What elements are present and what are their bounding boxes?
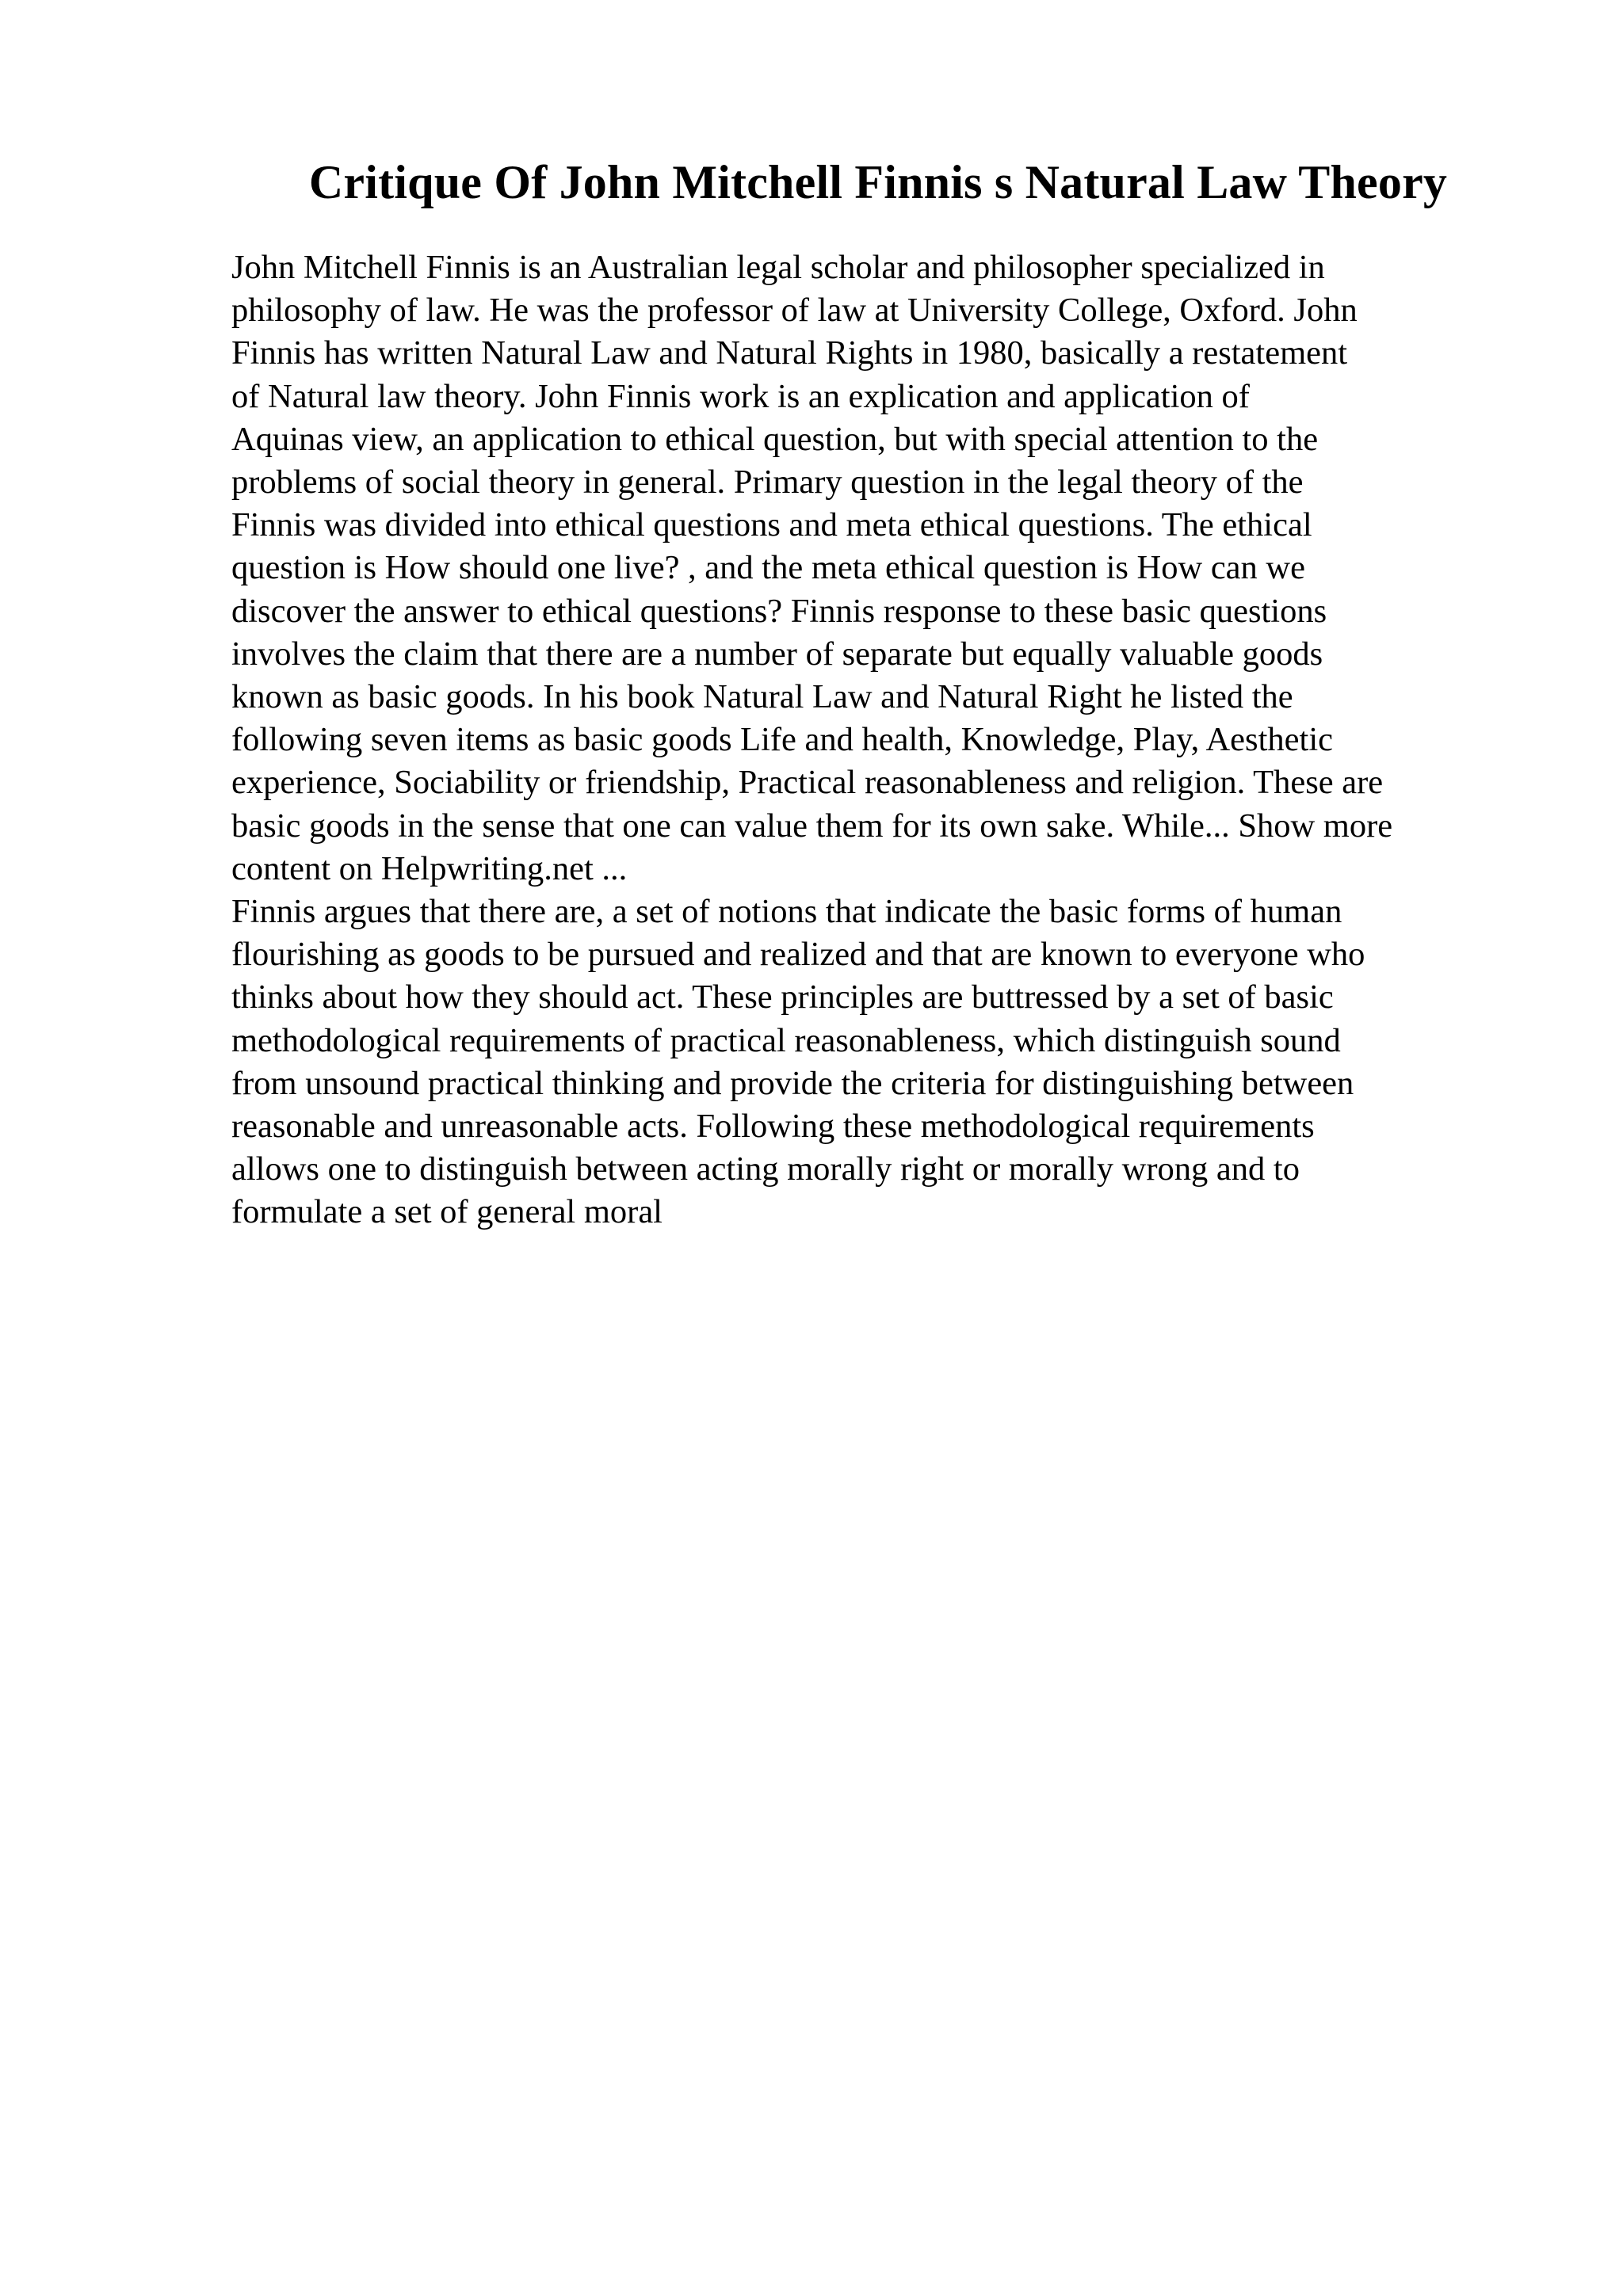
text-line: philosophy of law. He was the professor of law at University College, Oxford. John	[231, 292, 1358, 330]
text-line: methodological requirements of practical reasonableness, which distinguish sound	[231, 1021, 1341, 1059]
text-line: involves the claim that there are a number of separate but equally valuable goods	[231, 635, 1323, 673]
text-line: reasonable and unreasonable acts. Following these methodological requirements	[231, 1108, 1315, 1146]
text-line: formulate a set of general moral	[231, 1193, 663, 1231]
text-line: flourishing as goods to be pursued and realized and that are known to everyone who	[231, 936, 1365, 974]
text-line: following seven items as basic goods Life and health, Knowledge, Play, Aesthetic	[231, 721, 1333, 759]
text-line: thinks about how they should act. These principles are buttressed by a set of basic	[231, 978, 1334, 1016]
text-line: Finnis was divided into ethical questions and meta ethical questions. The ethical	[231, 506, 1312, 544]
text-line: of Natural law theory. John Finnis work is an explication and application of	[231, 377, 1250, 415]
text-line: discover the answer to ethical questions? Finnis response to these basic questions	[231, 592, 1327, 630]
text-line: John Mitchell Finnis is an Australian legal scholar and philosopher specialized in	[231, 249, 1325, 286]
text-line: content on Helpwriting.net ...	[231, 849, 628, 887]
paragraph-2	[231, 891, 1594, 1234]
text-line: allows one to distinguish between acting morally right or morally wrong and to	[231, 1150, 1300, 1188]
document-title: Critique Of John Mitchell Finnis s Natural Law Theory	[308, 156, 1448, 208]
text-line: basic goods in the sense that one can value them for its own sake. While... Show more	[231, 807, 1393, 845]
document-body	[231, 246, 1594, 1234]
text-line: problems of social theory in general. Primary question in the legal theory of the	[231, 463, 1304, 502]
text-line: from unsound practical thinking and provide the criteria for distinguishing between	[231, 1064, 1354, 1102]
paragraph-1	[231, 246, 1594, 891]
text-line: known as basic goods. In his book Natural Law and Natural Right he listed the	[231, 678, 1293, 716]
text-line: Aquinas view, an application to ethical question, but with special attention to the	[231, 420, 1319, 458]
text-line: Finnis has written Natural Law and Natural Rights in 1980, basically a restatement	[231, 334, 1348, 372]
text-line: Finnis argues that there are, a set of notions that indicate the basic forms of human	[231, 893, 1342, 931]
text-line: experience, Sociability or friendship, Practical reasonableness and religion. These are	[231, 764, 1384, 802]
text-line: question is How should one live? , and the meta ethical question is How can we	[231, 549, 1305, 587]
